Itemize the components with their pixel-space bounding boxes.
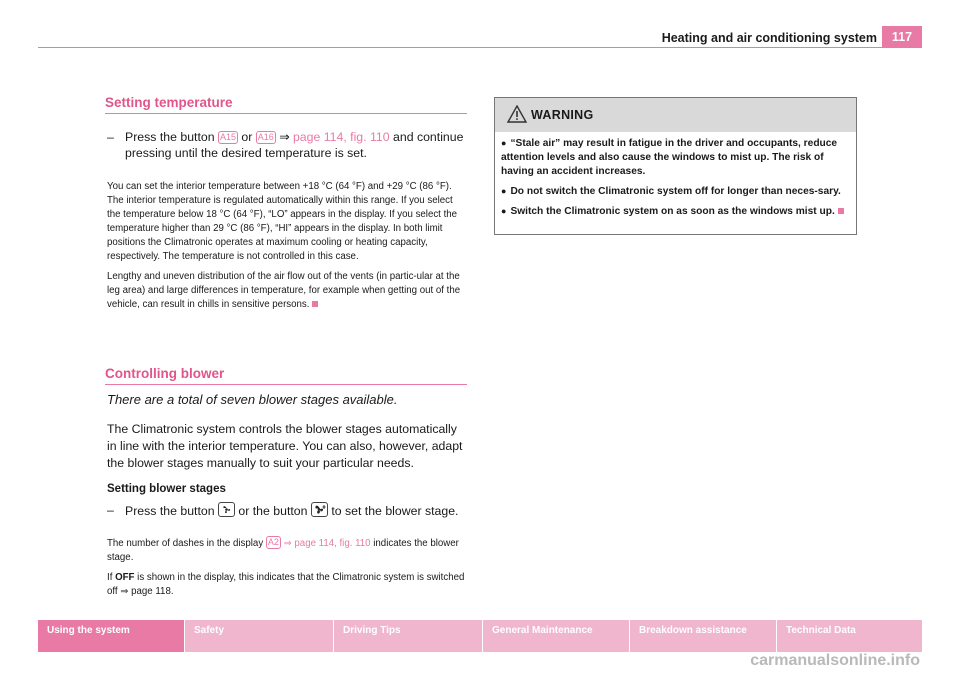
header-divider xyxy=(38,47,922,48)
blower-lead-sentence: There are a total of seven blower stages available. xyxy=(107,392,398,407)
bullet-icon: ● xyxy=(501,206,507,216)
paragraph-temperature-range: You can set the interior temperature between +18 °C (64 °F) and +29 °C (86 °F). The interior temperature is regulated automatically within this range. If you select the temperature below 18 °C (64 °F), “LO” appears in the display. If you select the temperature higher than 29 °C (86 °F), “HI” appears in the display. In both limit positions the Climatronic operates at maximum cooling or heating capacity, respectively. The temperature is not controlled in this case. xyxy=(107,181,458,262)
fan-decrease-icon xyxy=(218,502,235,517)
step-text: or the button xyxy=(238,504,308,518)
note-text: indicates the blower stage. xyxy=(107,538,459,563)
bullet-icon: ● xyxy=(501,186,507,196)
footer-tab-general-maintenance[interactable]: General Maintenance xyxy=(483,620,629,652)
section-end-mark xyxy=(838,208,844,214)
running-header-title: Heating and air conditioning system xyxy=(661,31,877,45)
warning-box xyxy=(494,97,857,235)
step-dash: – xyxy=(107,503,114,517)
temperature-step xyxy=(107,129,469,161)
paragraph-air-flow: Lengthy and uneven distribution of the air flow out of the vents (in partic-ular at the leg area) and large differences in temperature, for example when getting out of the vehicle, can result in chills in sensitive persons. xyxy=(107,271,461,310)
page-number: 117 xyxy=(882,26,922,48)
page-reference-link[interactable]: page 118. xyxy=(131,586,174,597)
section-heading-rule xyxy=(105,384,467,385)
display-badge-a2: A2 xyxy=(267,537,279,547)
blower-body-paragraph: The Climatronic system controls the blower stages automatically in line with the interior temperature. You can also, however, adapt the blower stages manually to suit your particular needs. xyxy=(107,422,463,470)
arrow-icon: ⇒ xyxy=(120,586,129,597)
warning-title: WARNING xyxy=(531,108,594,122)
step-text: Press the button xyxy=(125,504,215,518)
button-badge-a16: A16 xyxy=(257,132,274,142)
section-heading-controlling-blower: Controlling blower xyxy=(105,366,225,381)
watermark: carmanualsonline.info xyxy=(750,652,920,669)
warning-triangle-icon xyxy=(507,105,527,128)
note-text: The number of dashes in the display xyxy=(107,538,264,549)
warning-item: ● Switch the Climatronic system on as soon as the windows mist up. xyxy=(501,204,850,219)
blower-step xyxy=(107,502,477,519)
subheading-setting-blower-stages: Setting blower stages xyxy=(107,483,226,495)
step-text: and continue pressing until the desired temperature is set. xyxy=(125,130,464,160)
footer-tab-safety[interactable]: Safety xyxy=(185,620,333,652)
step-text: to set the blower stage. xyxy=(331,504,459,518)
note-text: is shown in the display, this indicates that the Climatronic system is switched off xyxy=(107,572,465,597)
note-text: If xyxy=(107,572,113,583)
warning-item: ● Do not switch the Climatronic system off for longer than neces-sary. xyxy=(501,186,841,197)
warning-header xyxy=(495,98,856,132)
step-text: Press the button xyxy=(125,130,215,144)
blower-notes xyxy=(107,536,467,605)
section-heading-rule xyxy=(105,113,467,114)
arrow-icon: ⇒ xyxy=(283,538,292,549)
footer-nav xyxy=(38,620,922,652)
step-dash: – xyxy=(107,130,114,144)
button-badge-a15: A15 xyxy=(219,132,236,142)
fan-increase-icon xyxy=(311,502,328,517)
page-reference-link[interactable]: page 114, fig. 110 xyxy=(294,538,371,549)
footer-tab-technical-data[interactable]: Technical Data xyxy=(777,620,922,652)
section-heading-setting-temperature: Setting temperature xyxy=(105,95,233,110)
off-label: OFF xyxy=(115,572,135,583)
temperature-notes xyxy=(107,180,467,318)
arrow-icon: ⇒ xyxy=(279,130,290,144)
section-end-mark xyxy=(312,301,318,307)
warning-item: ● “Stale air” may result in fatigue in the driver and occupants, reduce attention levels and also cause the windows to mist up. The risk of having an accident increases. xyxy=(501,138,838,177)
footer-tab-breakdown-assistance[interactable]: Breakdown assistance xyxy=(630,620,776,652)
step-text: or xyxy=(241,130,253,144)
footer-tab-using-the-system[interactable]: Using the system xyxy=(38,620,184,652)
page-reference-link[interactable]: page 114, fig. 110 xyxy=(292,130,390,144)
footer-tab-driving-tips[interactable]: Driving Tips xyxy=(334,620,482,652)
bullet-icon: ● xyxy=(501,138,507,148)
